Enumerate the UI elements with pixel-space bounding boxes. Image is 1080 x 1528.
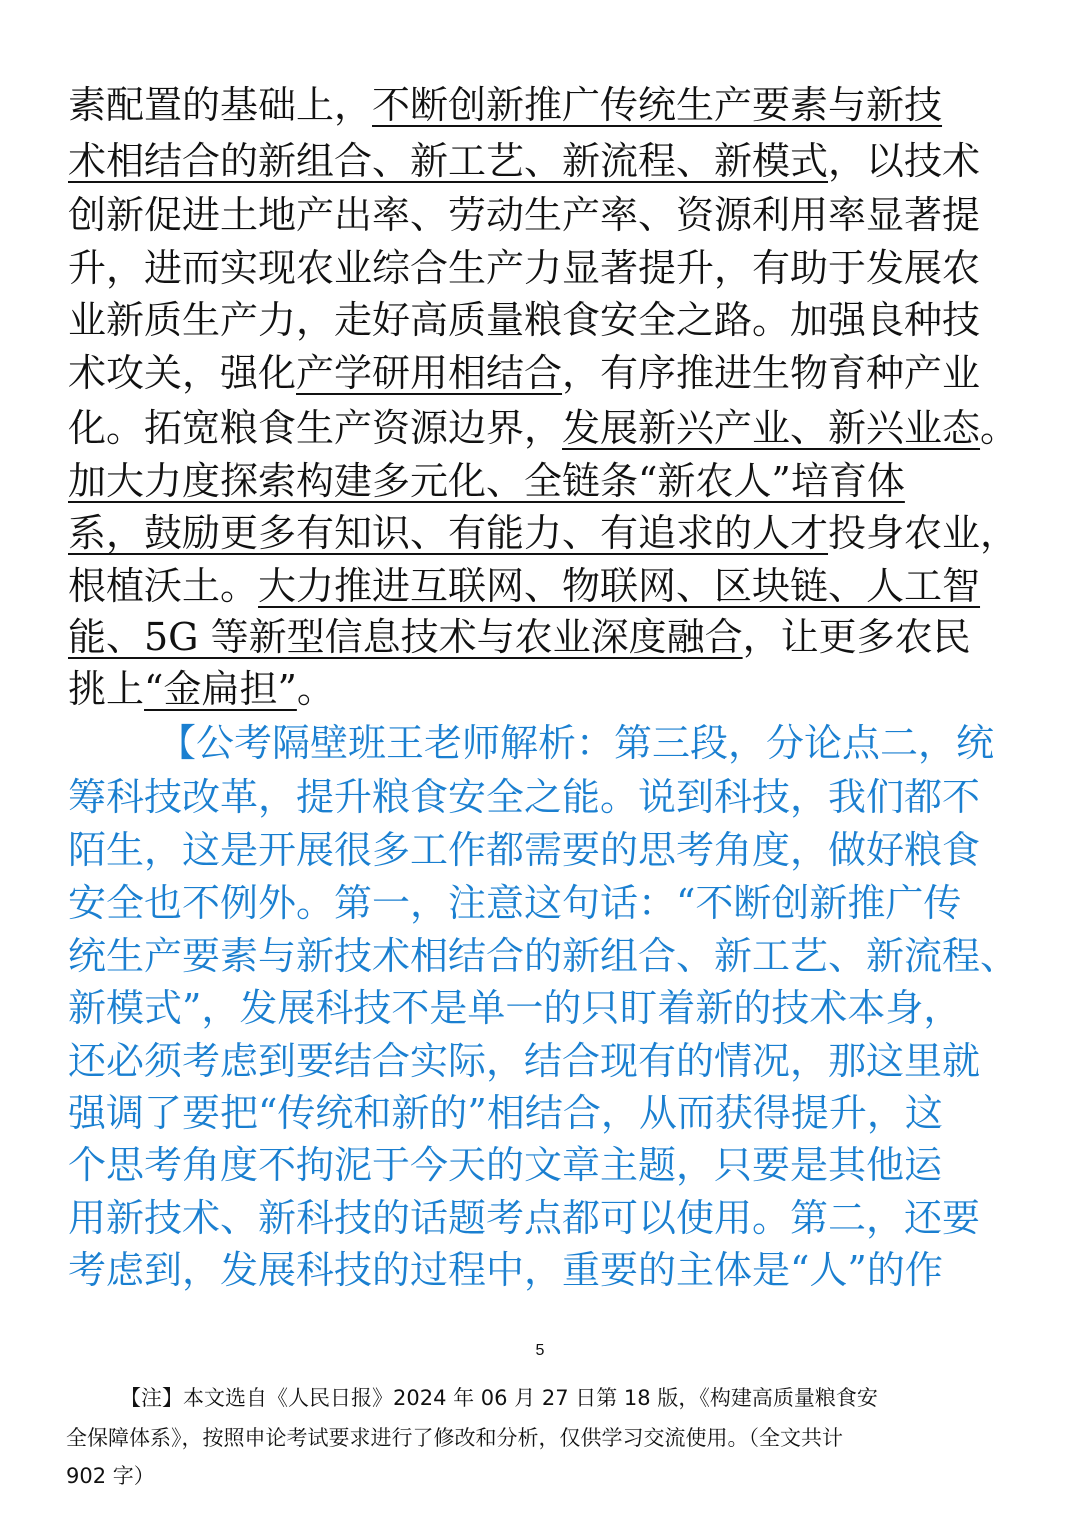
analysis-line: 用新技术、新科技的话题考点都可以使用。第二，还要 <box>68 1196 981 1240</box>
body-line <box>68 405 1018 451</box>
note-line: 902 字） <box>66 1464 155 1488</box>
body-line: 创新促进土地产出率、劳动生产率、资源利用率显著提 <box>68 193 981 237</box>
analysis-line: 安全也不例外。第一，注意这句话：“不断创新推广传 <box>68 881 962 925</box>
analysis-line: 考虑到，发展科技的过程中，重要的主体是“人”的作 <box>68 1248 943 1292</box>
body-text: 投身农业， <box>828 511 1019 555</box>
body-line <box>68 666 335 712</box>
analysis-line: 统生产要素与新技术相结合的新组合、新工艺、新流程、 <box>68 934 1019 978</box>
underlined-phrase: 系，鼓励更多有知识、有能力、有追求的人才 <box>68 511 829 555</box>
analysis-line: 还必须考虑到要结合实际，结合现有的情况，那这里就 <box>68 1039 981 1083</box>
analysis-line: 个思考角度不拘泥于今天的文章主题，只要是其他运 <box>68 1143 943 1187</box>
analysis-line: 强调了要把“传统和新的”相结合，从而获得提升，这 <box>68 1091 943 1135</box>
page-number: 5 <box>535 1342 545 1359</box>
analysis-line: 陌生，这是开展很多工作都需要的思考角度，做好粮食 <box>68 828 981 872</box>
body-line: 升，进而实现农业综合生产力显著提升，有助于发展农 <box>68 246 981 290</box>
note-line: 全保障体系》，按照申论考试要求进行了修改和分析，仅供学习交流使用。（全文共计 <box>66 1426 843 1450</box>
body-text: 术攻关，强化 <box>68 351 297 395</box>
body-text: 。 <box>296 667 335 711</box>
body-line: 业新质生产力，走好高质量粮食安全之路。加强良种技 <box>68 298 981 342</box>
body-line-underlined: 加大力度探索构建多元化、全链条“新农人”培育体 <box>68 459 905 503</box>
analysis-line: 【公考隔壁班王老师解析：第三段，分论点二，统 <box>158 721 995 765</box>
body-text: ，有序推进生物育种产业 <box>562 351 981 395</box>
analysis-line: 筹科技改革，提升粮食安全之能。说到科技，我们都不 <box>68 775 981 819</box>
underlined-phrase: 发展新兴产业、新兴业态 <box>562 406 981 450</box>
body-line <box>68 614 971 660</box>
body-text: ，以技术 <box>828 139 981 183</box>
underlined-phrase: 术相结合的新组合、新工艺、新流程、新模式 <box>68 139 829 183</box>
body-line <box>68 510 1018 556</box>
underlined-phrase: 大力推进互联网、物联网、区块链、人工智 <box>258 564 981 608</box>
note-line: 【注】本文选自《人民日报》2024 年 06 月 27 日第 18 版，《构建高质量粮食安 <box>120 1386 878 1410</box>
body-text: ，让更多农民 <box>742 615 971 659</box>
underlined-phrase: 产学研用相结合 <box>296 351 563 395</box>
body-line <box>68 138 980 184</box>
underlined-phrase: 能、5G 等新型信息技术与农业深度融合 <box>68 615 743 659</box>
underlined-phrase: “金扁担” <box>144 667 297 711</box>
underlined-phrase: 不断创新推广传统生产要素与新技 <box>372 83 943 127</box>
body-text: 素配置的基础上， <box>68 83 373 127</box>
analysis-line: 新模式”，发展科技不是单一的只盯着新的技术本身， <box>68 986 962 1030</box>
body-line <box>68 82 942 128</box>
body-line <box>68 563 980 609</box>
body-text: 化。拓宽粮食生产资源边界， <box>68 406 563 450</box>
body-text: 根植沃土。 <box>68 564 259 608</box>
body-text: 挑上 <box>68 667 145 711</box>
body-text: 。 <box>980 406 1019 450</box>
body-line <box>68 350 980 396</box>
